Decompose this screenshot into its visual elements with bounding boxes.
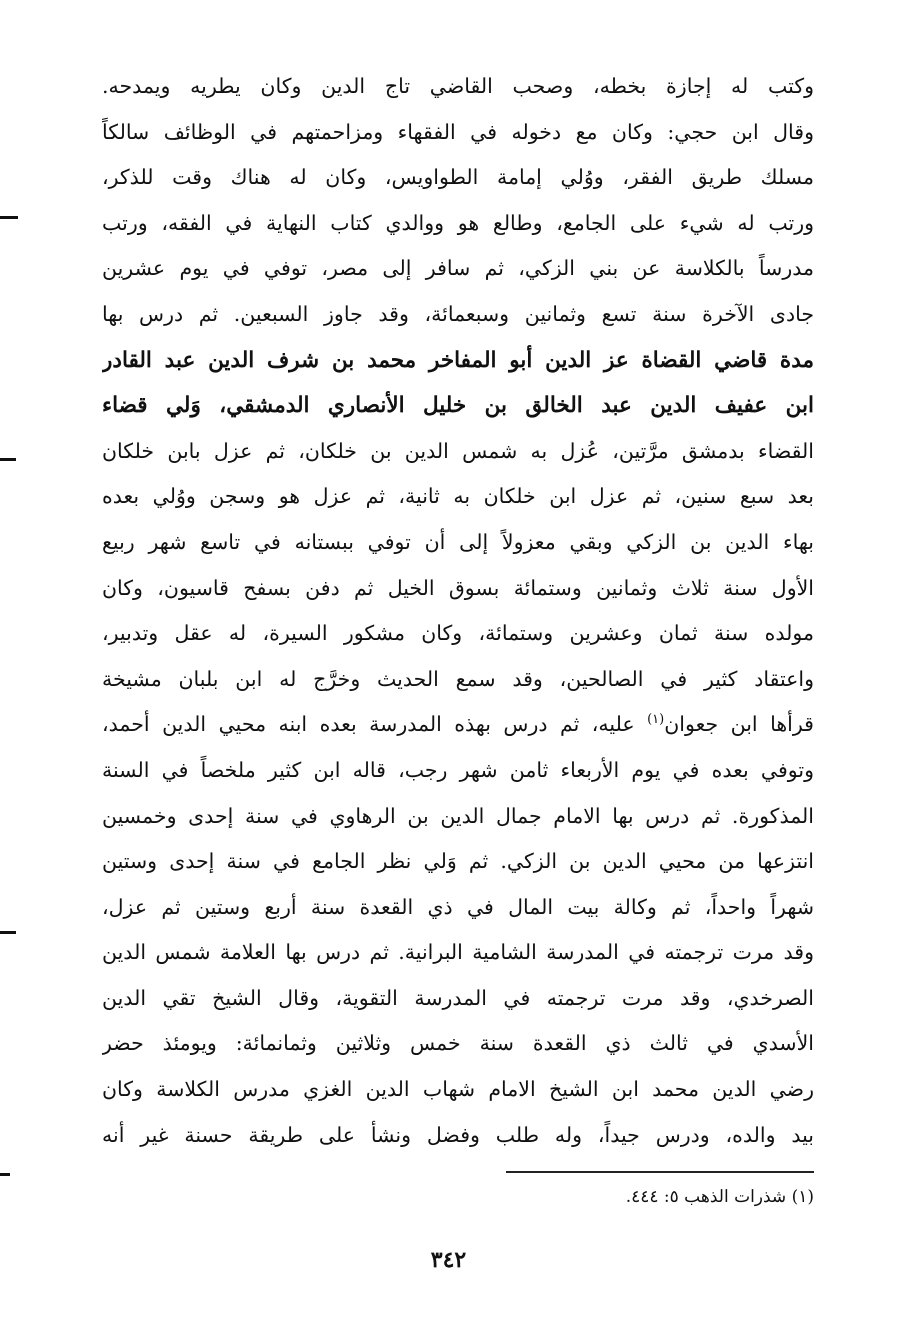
text-segment: عليه، ثم درس بهذه المدرسة بعده ابنه محيي الدين أحمد، xyxy=(102,712,635,737)
text-segment: قرأها ابن جعوان xyxy=(664,712,814,737)
margin-mark xyxy=(0,216,18,219)
text-line: بهاء الدين بن الزكي وبقي معزولاً إلى أن توفي ببستانه في تاسع شهر ربيع xyxy=(102,529,814,554)
text-line: وقال ابن حجي: وكان مع دخوله في الفقهاء ومزاحمتهم في الوظائف سالكاً xyxy=(102,119,814,144)
margin-mark xyxy=(0,1173,10,1176)
text-line: بعد سبع سنين، ثم عزل ابن خلكان به ثانية، ثم عزل هو وسجن ووُلي بعده xyxy=(102,484,814,509)
text-line: مولده سنة ثمان وعشرين وستمائة، وكان مشكور السيرة، له عقل وتدبير، xyxy=(102,621,814,646)
text-line xyxy=(102,702,814,748)
text-line: وكتب له إجازة بخطه، وصحب القاضي تاج الدين وكان يطريه ويمدحه. xyxy=(102,74,814,98)
text-line: رضي الدين محمد ابن الشيخ الامام شهاب الدين الغزي مدرس الكلاسة وكان xyxy=(102,1077,814,1102)
text-line: القضاء بدمشق مرَّتين، عُزل به شمس الدين بن خلكان، ثم عزل بابن خلكان xyxy=(102,438,814,463)
text-line: وتوفي بعده في يوم الأربعاء ثامن شهر رجب، قاله ابن كثير ملخصاً في السنة xyxy=(102,757,814,782)
text-line: مدرساً بالكلاسة عن بني الزكي، ثم سافر إلى مصر، توفي في يوم عشرين xyxy=(102,256,814,281)
text-line: شهراً واحداً، ثم وكالة بيت المال في ذي القعدة سنة أربع وستين ثم عزل، xyxy=(102,894,814,919)
footnote-divider xyxy=(506,1171,814,1173)
text-line: بيد والده، ودرس جيداً، وله طلب وفضل ونشأ على طريقة حسنة غير أنه xyxy=(102,1122,814,1147)
text-line: الأسدي في ثالث ذي القعدة سنة خمس وثلاثين وثمانمائة: ويومئذ حضر xyxy=(102,1031,814,1056)
text-line: واعتقاد كثير في الصالحين، وقد سمع الحديث وخرَّج له ابن بلبان مشيخة xyxy=(102,666,814,691)
text-line: الصرخدي، وقد مرت ترجمته في المدرسة التقوية، وقال الشيخ تقي الدين xyxy=(102,985,814,1010)
margin-mark xyxy=(0,931,16,934)
text-line: المذكورة. ثم درس بها الامام جمال الدين بن الرهاوي في سنة إحدى وخمسين xyxy=(102,803,814,828)
text-line: جادى الآخرة سنة تسع وثمانين وسبعمائة، وقد جاوز السبعين. ثم درس بها xyxy=(102,301,814,326)
text-line: انتزعها من محيي الدين بن الزكي. ثم وَلي نظر الجامع في سنة إحدى وستين xyxy=(102,849,814,874)
text-line: الأول سنة ثلاث وثمانين وستمائة بسوق الخيل ثم دفن بسفح قاسيون، وكان xyxy=(102,575,814,600)
text-line: وقد مرت ترجمته في المدرسة الشامية البرانية. ثم درس بها العلامة شمس الدين xyxy=(102,940,814,965)
footnote-reference[interactable]: (١) xyxy=(647,712,665,728)
text-line: ورتب له شيء على الجامع، وطالع هو ووالدي كتاب النهاية في الفقه، ورتب xyxy=(102,210,814,235)
main-text xyxy=(102,64,814,1158)
footnote: (١) شذرات الذهب ٥: ٤٤٤. xyxy=(625,1187,814,1207)
text-line: مسلك طريق الفقر، ووُلي إمامة الطواويس، وكان له هناك وقت للذكر، xyxy=(102,165,814,190)
margin-mark xyxy=(0,458,16,461)
page-number: ٣٤٢ xyxy=(430,1247,467,1273)
text-line: ابن عفيف الدين عبد الخالق بن خليل الأنصاري الدمشقي، وَلي قضاء xyxy=(102,393,814,419)
text-line: مدة قاضي القضاة عز الدين أبو المفاخر محمد بن شرف الدين عبد القادر xyxy=(102,347,814,373)
